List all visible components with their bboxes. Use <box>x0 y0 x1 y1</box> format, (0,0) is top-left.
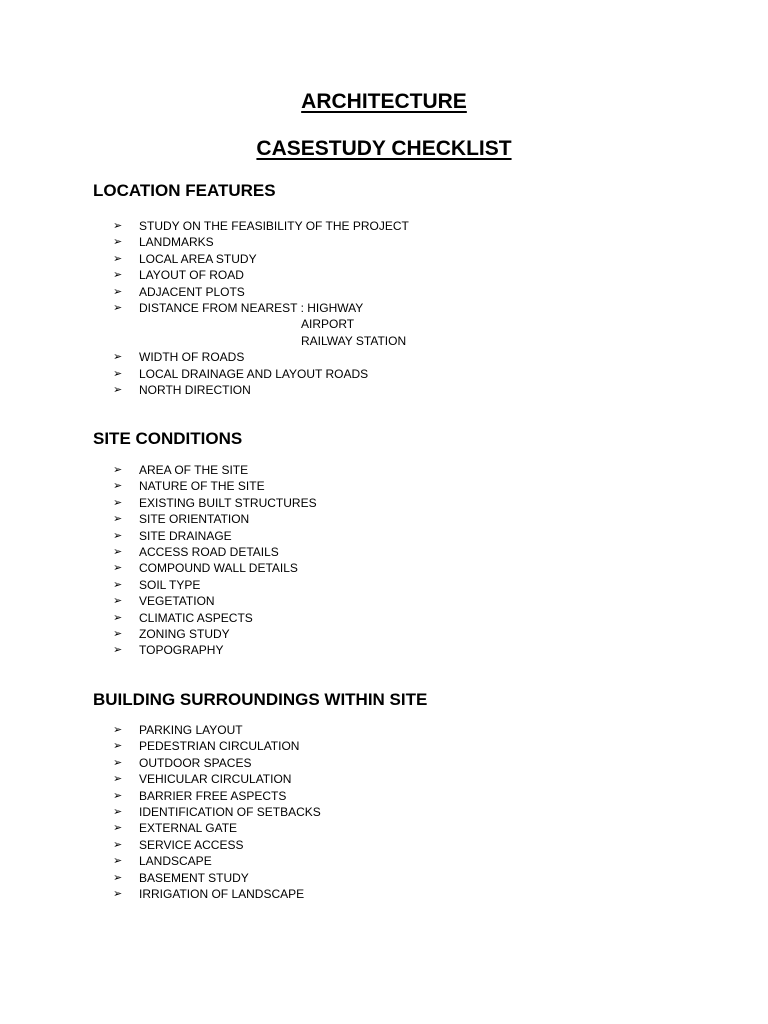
arrow-bullet-icon: ➢ <box>113 252 123 265</box>
list-item-text: SITE DRAINAGE <box>139 528 232 543</box>
arrow-bullet-icon: ➢ <box>113 822 123 835</box>
arrow-bullet-icon: ➢ <box>113 887 123 900</box>
arrow-bullet-icon: ➢ <box>113 351 123 364</box>
arrow-bullet-icon: ➢ <box>113 367 123 380</box>
arrow-bullet-icon: ➢ <box>113 301 123 314</box>
section-heading-location-features: LOCATION FEATURES <box>93 181 276 200</box>
arrow-bullet-icon: ➢ <box>113 855 123 868</box>
arrow-bullet-icon: ➢ <box>113 805 123 818</box>
list-item-text: SERVICE ACCESS <box>139 837 244 852</box>
list-item-text: LOCAL AREA STUDY <box>139 251 257 266</box>
list-item-text: ADJACENT PLOTS <box>139 284 245 299</box>
list-item-text: OUTDOOR SPACES <box>139 755 252 770</box>
arrow-bullet-icon: ➢ <box>113 871 123 884</box>
list-item-text: ACCESS ROAD DETAILS <box>139 544 279 559</box>
arrow-bullet-icon: ➢ <box>113 838 123 851</box>
arrow-bullet-icon: ➢ <box>113 496 123 509</box>
list-item-text: LAYOUT OF ROAD <box>139 268 244 283</box>
list-item-text: IDENTIFICATION OF SETBACKS <box>139 804 321 819</box>
list-item-text: SITE ORIENTATION <box>139 512 250 527</box>
arrow-bullet-icon: ➢ <box>113 595 123 608</box>
arrow-bullet-icon: ➢ <box>113 480 123 493</box>
arrow-bullet-icon: ➢ <box>113 724 123 736</box>
arrow-bullet-icon: ➢ <box>113 220 123 232</box>
list-item-text: EXISTING BUILT STRUCTURES <box>139 495 317 510</box>
list-item-text: LANDSCAPE <box>139 854 212 869</box>
arrow-bullet-icon: ➢ <box>113 773 123 786</box>
list-item-text: PARKING LAYOUT <box>139 723 243 737</box>
arrow-bullet-icon: ➢ <box>113 464 123 476</box>
section-heading-building-surroundings: BUILDING SURROUNDINGS WITHIN SITE <box>93 690 428 709</box>
list-subitem-text: RAILWAY STATION <box>301 333 407 348</box>
list-item-text: LANDMARKS <box>139 235 214 250</box>
list-subitem-text: AIRPORT <box>301 317 355 332</box>
arrow-bullet-icon: ➢ <box>113 627 123 640</box>
arrow-bullet-icon: ➢ <box>113 562 123 575</box>
list-item-text: NORTH DIRECTION <box>139 382 251 397</box>
arrow-bullet-icon: ➢ <box>113 789 123 802</box>
arrow-bullet-icon: ➢ <box>113 383 123 396</box>
list-item-text: WIDTH OF ROADS <box>139 350 245 365</box>
arrow-bullet-icon: ➢ <box>113 578 123 591</box>
arrow-bullet-icon: ➢ <box>113 644 123 657</box>
list-item-text: AREA OF THE SITE <box>139 463 249 477</box>
arrow-bullet-icon: ➢ <box>113 611 123 624</box>
list-item-text: COMPOUND WALL DETAILS <box>139 561 298 576</box>
list-item-text: VEGETATION <box>139 594 215 609</box>
list-item-text: LOCAL DRAINAGE AND LAYOUT ROADS <box>139 366 369 381</box>
arrow-bullet-icon: ➢ <box>113 740 123 753</box>
document-subtitle: CASESTUDY CHECKLIST <box>256 137 512 160</box>
section-heading-site-conditions: SITE CONDITIONS <box>93 429 243 448</box>
arrow-bullet-icon: ➢ <box>113 269 123 282</box>
list-item-text: CLIMATIC ASPECTS <box>139 610 253 625</box>
list-item-text: VEHICULAR CIRCULATION <box>139 772 292 787</box>
arrow-bullet-icon: ➢ <box>113 529 123 542</box>
arrow-bullet-icon: ➢ <box>113 236 123 249</box>
arrow-bullet-icon: ➢ <box>113 756 123 769</box>
list-item-text: EXTERNAL GATE <box>139 821 238 836</box>
document-title: ARCHITECTURE <box>301 90 467 113</box>
list-item-text: BASEMENT STUDY <box>139 870 249 885</box>
arrow-bullet-icon: ➢ <box>113 545 123 558</box>
list-item-text: STUDY ON THE FEASIBILITY OF THE PROJECT <box>139 219 409 233</box>
list-item-text: IRRIGATION OF LANDSCAPE <box>139 886 305 901</box>
list-item-text: TOPOGRAPHY <box>139 643 224 658</box>
arrow-bullet-icon: ➢ <box>113 285 123 298</box>
list-item-text: DISTANCE FROM NEAREST : HIGHWAY <box>139 300 364 315</box>
arrow-bullet-icon: ➢ <box>113 513 123 526</box>
list-item-text: NATURE OF THE SITE <box>139 479 265 494</box>
list-item-text: PEDESTRIAN CIRCULATION <box>139 739 300 754</box>
list-item-text: ZONING STUDY <box>139 626 230 641</box>
list-item-text: SOIL TYPE <box>139 577 201 592</box>
list-item-text: BARRIER FREE ASPECTS <box>139 788 287 803</box>
